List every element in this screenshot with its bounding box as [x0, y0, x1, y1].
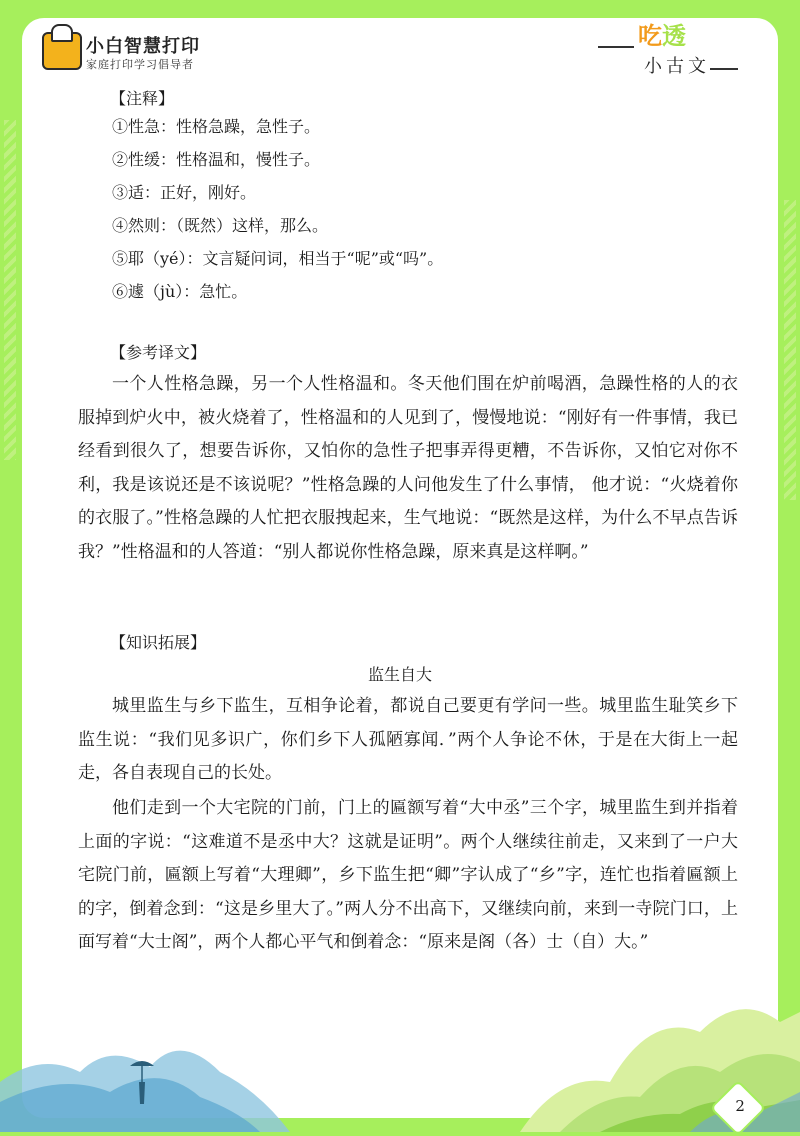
story-title: 监生自大	[367, 665, 432, 684]
brand-subtitle: 小古文	[644, 56, 710, 77]
extension-heading: 【知识拓展】	[110, 633, 207, 652]
note-item-2: ②性缓：性格温和，慢性子。	[112, 150, 321, 169]
brand-decor-line-left	[598, 46, 634, 48]
note-item-6: ⑥遽（jù）：急忙。	[112, 282, 248, 301]
translation-heading: 【参考译文】	[110, 343, 207, 362]
brand-title	[638, 16, 686, 51]
brand-decor-line-right	[710, 68, 738, 70]
frame-stripe-right	[784, 200, 796, 500]
brand-mark	[598, 16, 738, 76]
logo-title: 小白智慧打印	[86, 36, 200, 57]
note-item-1: ①性急：性格急躁，急性子。	[112, 117, 321, 136]
story-paragraph-2: 他们走到一个大宅院的门前，门上的匾额写着“大中丞”三个字，城里监生到并指着上面的字说：“这难道不是丞中大？这就是证明”。两个人继续往前走，又来到了一户大宅院门前，匾额上写着“大理卿”，乡下监生把“卿”字认成了“乡”字，连忙也指着匾额上的字，倒着念到：“这是乡里大了。”两人分不出高下，又继续向前，来到一寺院门口，上面写着“大士阁”，两个人都心平气和倒着念：“原来是阁（各）士（自）大。”	[78, 798, 738, 953]
logo	[42, 22, 262, 74]
note-item-4: ④然则：（既然）这样，那么。	[112, 216, 329, 235]
logo-subtitle: 家庭打印学习倡导者	[86, 58, 194, 71]
mountain-landscape-decoration	[0, 932, 800, 1132]
printer-mascot-icon	[42, 32, 82, 70]
frame-stripe-left	[4, 120, 16, 460]
page-number: 2	[735, 1096, 745, 1115]
story-paragraph-1: 城里监生与乡下监生，互相争论着，都说自己要更有学问一些。城里监生耻笑乡下监生说：“我们见多识广，你们乡下人孤陋寡闻．”两个人争论不休，于是在大街上一起走，各自表现自己的长处。	[78, 696, 738, 784]
note-item-5: ⑤耶（yé）：文言疑问词，相当于“呢”或“吗”。	[112, 249, 444, 268]
brand-char-1: 吃	[638, 22, 662, 50]
notes-list	[112, 110, 712, 308]
translation-paragraph: 一个人性格急躁，另一个人性格温和。冬天他们围在炉前喝酒，急躁性格的人的衣服掉到炉火中，被火烧着了，性格温和的人见到了，慢慢地说：“刚好有一件事情，我已经看到很久了，想要告诉你，又怕你的急性子把事弄得更糟，不告诉你，又怕它对你不利，我是该说还是不该说呢？”性格急躁的人问他发生了什么事情， 他才说：“火烧着你的衣服了。”性格急躁的人忙把衣服拽起来，生气地说：“既然是这样，为什么不早点告诉我？”性格温和的人答道：“别人都说你性格急躁，原来真是这样啊。”	[78, 374, 738, 562]
note-item-3: ③适：正好，刚好。	[112, 183, 257, 202]
notes-heading: 【注释】	[110, 89, 175, 108]
brand-char-2: 透	[662, 22, 686, 50]
